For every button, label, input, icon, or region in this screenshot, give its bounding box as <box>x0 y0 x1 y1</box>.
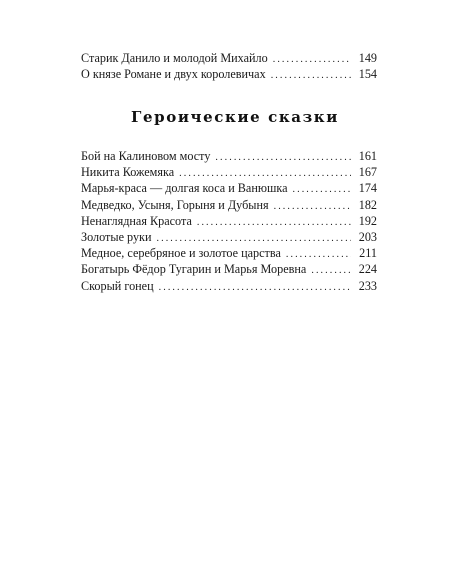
toc-entry-title: Золотые руки <box>81 229 152 244</box>
toc-leader-dots <box>293 182 352 198</box>
toc-entry <box>81 245 377 261</box>
toc-entry-title: Никита Кожемяка <box>81 165 175 180</box>
toc-entry-title: Бой на Калиновом мосту <box>81 149 211 163</box>
toc-leader-dots <box>311 263 351 279</box>
toc-entry <box>81 180 377 196</box>
toc-entry-title: О князе Романе и двух королевичах <box>81 67 266 82</box>
toc-entry <box>81 229 377 245</box>
toc-entry <box>81 213 377 229</box>
toc-entry-page: 182 <box>358 197 377 212</box>
toc-entry-page: 167 <box>358 165 377 180</box>
section-heading: Героические сказки <box>131 108 339 126</box>
toc-top-list <box>81 50 377 82</box>
toc-section-list <box>81 148 377 294</box>
toc-entry-page: 211 <box>359 246 377 261</box>
toc-entry-page: 203 <box>358 229 377 244</box>
toc-leader-dots <box>271 68 351 84</box>
toc-entry <box>81 278 377 294</box>
toc-entry <box>81 50 377 66</box>
toc-leader-dots <box>274 199 351 215</box>
toc-entry <box>81 261 377 277</box>
toc-entry-page: 233 <box>358 278 377 293</box>
toc-entry <box>81 66 377 82</box>
toc-entry-title: Марья-краса — долгая коса и Ванюшка <box>81 181 288 196</box>
toc-entry-title: Медведко, Усыня, Горыня и Дубыня <box>81 197 269 212</box>
toc-entry-page: 224 <box>358 262 377 277</box>
toc-entry <box>81 164 377 180</box>
toc-entry-title: Старик Данило и молодой Михайло <box>81 51 268 65</box>
toc-leader-dots <box>159 280 351 296</box>
toc-entry-page: 154 <box>358 67 377 82</box>
toc-leader-dots <box>197 215 351 231</box>
toc-entry-page: 174 <box>358 181 377 196</box>
toc-leader-dots <box>273 52 351 68</box>
toc-entry-page: 161 <box>358 149 377 163</box>
toc-entry-title: Скорый гонец <box>81 278 154 293</box>
toc-entry <box>81 148 377 164</box>
toc-entry-title: Медное, серебряное и золотое царства <box>81 246 281 261</box>
toc-entry-page: 192 <box>358 213 377 228</box>
toc-entry <box>81 197 377 213</box>
toc-leader-dots <box>215 150 351 166</box>
toc-entry-title: Ненаглядная Красота <box>81 213 192 228</box>
toc-entry-title: Богатырь Фёдор Тугарин и Марья Моревна <box>81 262 307 277</box>
toc-entry-page: 149 <box>358 51 377 65</box>
